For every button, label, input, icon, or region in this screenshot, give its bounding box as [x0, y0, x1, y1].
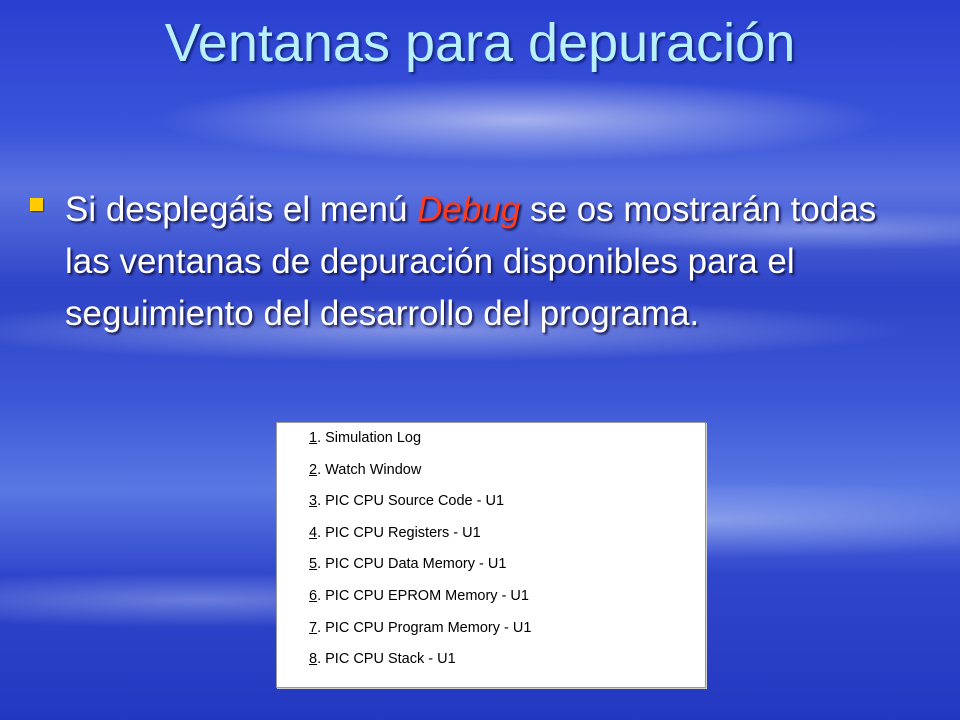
menu-item-label: . PIC CPU Data Memory - U1: [317, 556, 507, 573]
menu-item-simulation-log[interactable]: [277, 423, 705, 455]
menu-item-watch-window[interactable]: [277, 455, 705, 487]
menu-item-accelerator: 4: [309, 524, 318, 541]
bullet-text-end: se os mostrarán todas las ventanas de depuración disponibles para el seguimiento del desarrollo del programa.: [65, 190, 877, 333]
menu-item-eprom-memory[interactable]: [277, 581, 705, 613]
menu-item-accelerator: 1: [309, 430, 318, 446]
menu-item-accelerator: 3: [309, 493, 318, 510]
menu-item-accelerator: 8: [309, 651, 318, 668]
bullet-point: [30, 184, 930, 340]
menu-item-data-memory[interactable]: [277, 549, 705, 581]
menu-item-stack[interactable]: [277, 644, 705, 676]
debug-menu-screenshot: [276, 422, 706, 688]
menu-item-label: . Watch Window: [317, 461, 422, 478]
menu-item-accelerator: 2: [309, 461, 318, 478]
menu-item-label: . PIC CPU Stack - U1: [317, 651, 456, 668]
menu-item-accelerator: 6: [309, 587, 318, 604]
menu-item-registers[interactable]: [277, 518, 705, 550]
slide-title: Ventanas para depuración: [164, 13, 796, 73]
debug-menu-highlight: Debug: [417, 190, 521, 229]
menu-item-program-memory[interactable]: [277, 613, 705, 645]
menu-item-source-code[interactable]: [277, 486, 705, 518]
menu-item-label: . PIC CPU Registers - U1: [317, 524, 481, 541]
bullet-text-start: Si desplegáis el menú: [65, 190, 418, 229]
square-bullet-icon: [30, 198, 43, 211]
menu-item-label: . PIC CPU Program Memory - U1: [317, 619, 532, 636]
menu-item-accelerator: 7: [309, 619, 318, 636]
menu-item-label: . PIC CPU Source Code - U1: [317, 493, 505, 510]
menu-item-accelerator: 5: [309, 556, 318, 573]
menu-item-label: . Simulation Log: [317, 430, 422, 446]
menu-item-label: . PIC CPU EPROM Memory - U1: [317, 587, 529, 604]
bullet-text: [65, 184, 930, 340]
